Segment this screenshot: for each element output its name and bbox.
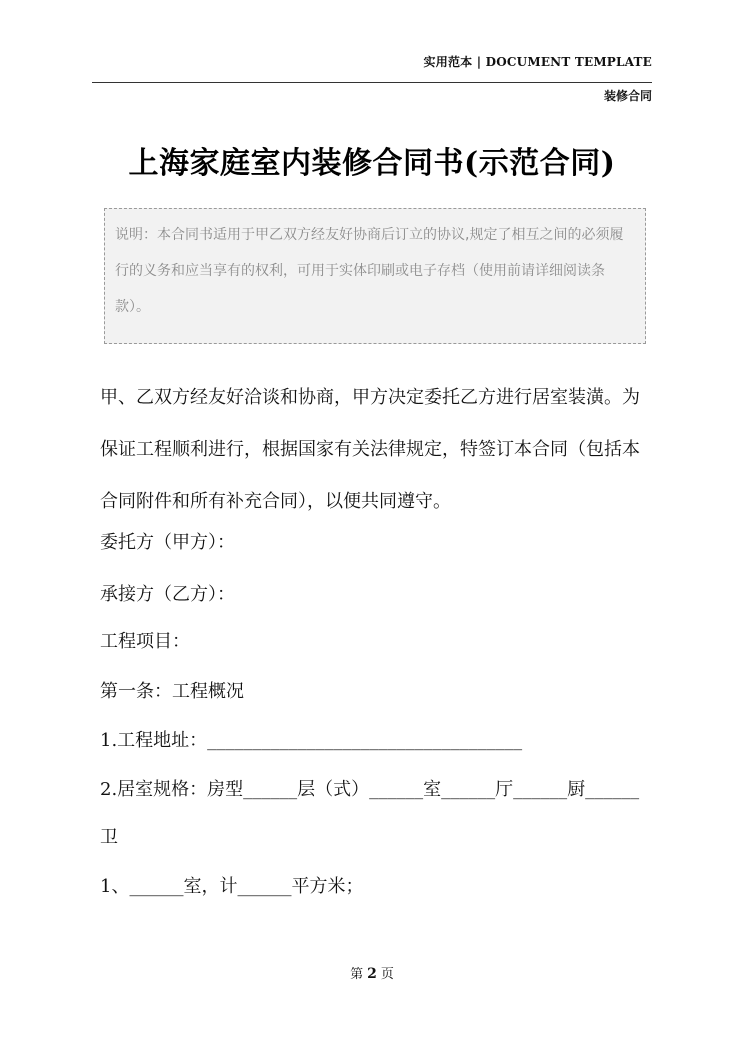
article-1-heading: 第一条：工程概况 bbox=[100, 681, 244, 702]
party-a-line: 委托方（甲方）： bbox=[100, 532, 235, 553]
document-title: 上海家庭室内装修合同书(示范合同) bbox=[128, 146, 616, 181]
party-b-line: 承接方（乙方）： bbox=[100, 584, 235, 605]
description-note: 说明：本合同书适用于甲乙双方经友好协商后订立的协议,规定了相互之间的必须履行的义务和应当享有的权利，可用于实体印刷或电子存档（使用前请详细阅读条款）。 bbox=[104, 208, 646, 344]
project-line: 工程项目： bbox=[100, 631, 190, 652]
address-line: 1.工程地址：___________________________________ bbox=[100, 730, 523, 751]
page-number: 2 bbox=[367, 966, 377, 982]
header-category: 装修合同 bbox=[603, 89, 652, 103]
intro-paragraph: 甲、乙双方经友好洽谈和协商，甲方决定委托乙方进行居室装潢。为保证工程顺利进行，根据国家有关法律规定，特签订本合同（包括本合同附件和所有补充合同），以便共同遵守。 bbox=[100, 387, 640, 512]
page-footer bbox=[0, 963, 744, 982]
room-area-line: 1、______室，计______平方米； bbox=[100, 876, 364, 897]
spec-line: 2.居室规格：房型______层（式）______室______厅______厨______ bbox=[100, 779, 640, 800]
header-label: 实用范本 | DOCUMENT TEMPLATE bbox=[423, 55, 652, 69]
header-divider bbox=[92, 82, 652, 83]
spec-line-continued: 卫 bbox=[100, 827, 118, 848]
footer-prefix: 第 bbox=[350, 967, 364, 982]
footer-suffix: 页 bbox=[380, 967, 394, 982]
